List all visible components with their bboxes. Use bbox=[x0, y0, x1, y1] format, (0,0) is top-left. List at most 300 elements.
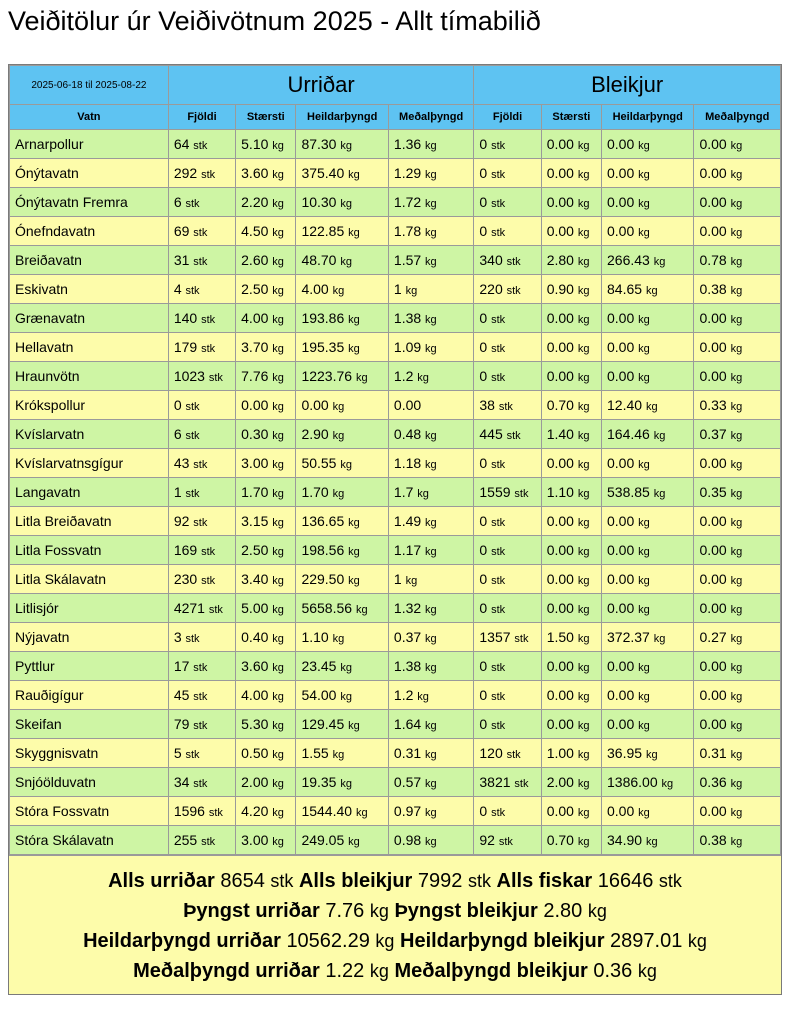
cell-trout-largest-value: 3.40 bbox=[241, 571, 269, 587]
unit-label: kg bbox=[730, 807, 743, 819]
unit-label: kg bbox=[425, 169, 437, 181]
unit-label: kg bbox=[340, 662, 352, 674]
cell-char-count-value: 1559 bbox=[479, 484, 511, 500]
cell-char-total-weight bbox=[602, 188, 693, 216]
cell-char-largest-value: 1.40 bbox=[546, 426, 574, 442]
unit-label: kg bbox=[332, 488, 345, 500]
unit-label: kg bbox=[730, 662, 743, 674]
cell-char-avg-weight bbox=[694, 594, 780, 622]
cell-char-count bbox=[474, 217, 540, 245]
unit-label: stk bbox=[491, 662, 506, 674]
cell-char-count-value: 0 bbox=[479, 687, 488, 703]
cell-trout-count-value: 6 bbox=[173, 426, 182, 442]
cell-char-total-weight-value: 34.90 bbox=[607, 832, 643, 848]
cell-char-count-value: 0 bbox=[479, 658, 488, 674]
cell-char-total-weight-value: 0.00 bbox=[607, 571, 635, 587]
catch-table-container bbox=[8, 64, 782, 995]
unit-label: kg bbox=[638, 807, 650, 819]
table-row bbox=[10, 275, 780, 303]
cell-char-largest-value: 1.50 bbox=[546, 629, 574, 645]
cell-trout-total-weight-value: 19.35 bbox=[301, 774, 337, 790]
cell-char-total-weight bbox=[602, 478, 693, 506]
cell-char-total-weight bbox=[602, 333, 693, 361]
unit-label: kg bbox=[340, 778, 352, 790]
cell-char-count bbox=[474, 420, 540, 448]
cell-char-avg-weight-value: 0.37 bbox=[699, 426, 727, 442]
cell-char-avg-weight-value: 0.33 bbox=[699, 397, 727, 413]
cell-char-avg-weight-value: 0.00 bbox=[699, 310, 727, 326]
cell-trout-total-weight bbox=[296, 333, 387, 361]
cell-char-count bbox=[474, 246, 540, 274]
unit-label: kg bbox=[272, 227, 284, 239]
unit-label: kg bbox=[638, 604, 650, 616]
summary-total-char-label: Alls bleikjur bbox=[298, 870, 413, 892]
cell-trout-count-value: 1596 bbox=[173, 803, 205, 819]
unit-label: kg bbox=[425, 546, 437, 558]
cell-lake-value: Stóra Skálavatn bbox=[15, 832, 114, 848]
cell-trout-largest-value: 3.00 bbox=[241, 455, 269, 471]
cell-trout-largest-value: 1.70 bbox=[241, 484, 269, 500]
cell-lake bbox=[10, 275, 168, 303]
unit-label: kg bbox=[272, 401, 284, 413]
cell-lake-value: Ónefndavatn bbox=[15, 223, 96, 239]
cell-char-avg-weight bbox=[694, 304, 780, 332]
summary-line-totals bbox=[9, 866, 781, 896]
cell-trout-avg-weight bbox=[389, 188, 473, 216]
cell-char-count-value: 220 bbox=[479, 281, 503, 297]
cell-trout-avg-weight bbox=[389, 275, 473, 303]
cell-char-count bbox=[474, 710, 540, 738]
cell-trout-total-weight-value: 10.30 bbox=[301, 194, 337, 210]
cell-char-avg-weight bbox=[694, 652, 780, 680]
cell-trout-total-weight-value: 1.55 bbox=[301, 745, 329, 761]
unit-label: kg bbox=[348, 517, 360, 529]
cell-trout-largest bbox=[236, 333, 295, 361]
summary-total-char: 7992 bbox=[417, 870, 463, 892]
summary-avg-trout-label: Meðalþyngd urriðar bbox=[133, 960, 320, 982]
cell-trout-avg-weight-value: 1.2 bbox=[393, 368, 414, 384]
unit-label: kg bbox=[272, 314, 284, 326]
unit-label: kg bbox=[638, 372, 650, 384]
cell-trout-total-weight bbox=[296, 246, 387, 274]
unit-label: kg bbox=[272, 807, 284, 819]
cell-char-count bbox=[474, 768, 540, 796]
cell-char-count-value: 0 bbox=[479, 165, 488, 181]
cell-trout-avg-weight bbox=[389, 565, 473, 593]
unit-label: stk bbox=[193, 778, 208, 790]
cell-char-avg-weight bbox=[694, 623, 780, 651]
table-row bbox=[10, 710, 780, 738]
unit-label: stk bbox=[201, 836, 216, 848]
unit-label: stk bbox=[193, 140, 208, 152]
unit-label: kg bbox=[730, 372, 743, 384]
cell-char-avg-weight bbox=[694, 188, 780, 216]
cell-trout-avg-weight bbox=[389, 739, 473, 767]
unit-label: kg bbox=[577, 749, 590, 761]
unit-label: kg bbox=[348, 314, 360, 326]
cell-trout-avg-weight bbox=[389, 594, 473, 622]
unit-label: kg bbox=[577, 633, 590, 645]
cell-char-avg-weight-value: 0.78 bbox=[699, 252, 727, 268]
cell-char-avg-weight-value: 0.00 bbox=[699, 223, 727, 239]
unit-label: stk bbox=[491, 604, 506, 616]
cell-trout-count bbox=[169, 681, 235, 709]
cell-char-count-value: 0 bbox=[479, 600, 488, 616]
unit-label: kg bbox=[272, 749, 284, 761]
cell-trout-total-weight-value: 54.00 bbox=[301, 687, 337, 703]
cell-char-count-value: 0 bbox=[479, 194, 488, 210]
cell-char-total-weight-value: 0.00 bbox=[607, 542, 635, 558]
unit-label: kg bbox=[425, 227, 437, 239]
cell-trout-avg-weight bbox=[389, 304, 473, 332]
cell-lake bbox=[10, 652, 168, 680]
table-row bbox=[10, 217, 780, 245]
cell-char-total-weight-value: 0.00 bbox=[607, 223, 635, 239]
unit-label: kg bbox=[272, 256, 284, 268]
unit-label: kg bbox=[272, 372, 284, 384]
cell-char-largest-value: 0.70 bbox=[546, 397, 574, 413]
cell-trout-largest-value: 2.50 bbox=[241, 542, 269, 558]
cell-lake bbox=[10, 797, 168, 825]
unit-label: kg bbox=[638, 691, 650, 703]
unit-label: kg bbox=[730, 343, 743, 355]
cell-trout-largest bbox=[236, 159, 295, 187]
table-row bbox=[10, 681, 780, 709]
unit-label: kg bbox=[577, 459, 590, 471]
table-row bbox=[10, 362, 780, 390]
cell-char-count bbox=[474, 478, 540, 506]
unit-label: stk bbox=[208, 807, 223, 819]
cell-lake-value: Ónýtavatn Fremra bbox=[15, 194, 128, 210]
cell-trout-largest-value: 4.20 bbox=[241, 803, 269, 819]
col-header-lake: Vatn bbox=[10, 105, 168, 129]
table-row bbox=[10, 420, 780, 448]
unit-label: kg bbox=[272, 459, 284, 471]
cell-trout-total-weight bbox=[296, 362, 387, 390]
table-row bbox=[10, 594, 780, 622]
cell-trout-count-value: 3 bbox=[173, 629, 182, 645]
summary-weight-char-label: Heildarþyngd bleikjur bbox=[400, 930, 605, 952]
cell-char-largest bbox=[542, 420, 601, 448]
unit-label: kg bbox=[272, 836, 284, 848]
cell-trout-avg-weight-value: 0.97 bbox=[393, 803, 422, 819]
unit-label: kg bbox=[730, 517, 743, 529]
cell-char-avg-weight-value: 0.00 bbox=[699, 368, 727, 384]
unit-label: kg bbox=[730, 720, 743, 732]
unit-label: kg bbox=[332, 633, 345, 645]
unit-label: kg bbox=[730, 633, 743, 645]
unit-label: kg bbox=[577, 488, 590, 500]
unit-label: kg bbox=[340, 459, 352, 471]
cell-char-total-weight bbox=[602, 797, 693, 825]
cell-trout-avg-weight-value: 1.18 bbox=[393, 455, 422, 471]
cell-lake-value: Rauðigígur bbox=[15, 687, 84, 703]
unit-label: kg bbox=[730, 749, 743, 761]
cell-char-largest-value: 0.00 bbox=[546, 194, 574, 210]
cell-lake bbox=[10, 536, 168, 564]
cell-trout-count-value: 179 bbox=[173, 339, 198, 355]
cell-trout-avg-weight-value: 1.7 bbox=[393, 484, 414, 500]
cell-trout-total-weight-value: 122.85 bbox=[301, 223, 345, 239]
cell-char-avg-weight-value: 0.00 bbox=[699, 600, 727, 616]
cell-char-count bbox=[474, 826, 540, 854]
cell-trout-total-weight-value: 2.90 bbox=[301, 426, 329, 442]
cell-trout-avg-weight-value: 0.98 bbox=[393, 832, 422, 848]
cell-char-largest-value: 0.00 bbox=[546, 600, 574, 616]
cell-trout-largest bbox=[236, 478, 295, 506]
unit-label: stk bbox=[506, 285, 521, 297]
summary-total-trout: 8654 bbox=[220, 870, 265, 892]
cell-char-largest bbox=[542, 565, 601, 593]
cell-trout-largest bbox=[236, 536, 295, 564]
cell-char-avg-weight-value: 0.36 bbox=[699, 774, 727, 790]
col-header-trout-largest: Stærsti bbox=[236, 105, 295, 129]
cell-trout-total-weight-value: 1.10 bbox=[301, 629, 329, 645]
cell-char-largest bbox=[542, 594, 601, 622]
cell-char-largest-value: 1.00 bbox=[546, 745, 574, 761]
cell-trout-total-weight bbox=[296, 710, 387, 738]
unit-label: kg bbox=[577, 575, 590, 587]
table-row bbox=[10, 159, 780, 187]
cell-trout-largest-value: 2.60 bbox=[241, 252, 269, 268]
unit-label: kg bbox=[272, 517, 284, 529]
col-header-char-largest: Stærsti bbox=[542, 105, 601, 129]
unit-label: kg bbox=[425, 517, 437, 529]
cell-char-avg-weight bbox=[694, 710, 780, 738]
cell-char-avg-weight-value: 0.00 bbox=[699, 513, 727, 529]
cell-char-count bbox=[474, 565, 540, 593]
unit-label: kg bbox=[730, 227, 743, 239]
group-header-trout: Urriðar bbox=[169, 66, 474, 104]
cell-char-total-weight-value: 266.43 bbox=[607, 252, 650, 268]
cell-trout-largest bbox=[236, 565, 295, 593]
cell-trout-total-weight-value: 1223.76 bbox=[301, 368, 353, 384]
cell-char-avg-weight bbox=[694, 159, 780, 187]
cell-trout-avg-weight bbox=[389, 768, 473, 796]
cell-char-count bbox=[474, 652, 540, 680]
cell-char-total-weight-value: 0.00 bbox=[607, 339, 635, 355]
unit-label: kg bbox=[425, 256, 437, 268]
cell-char-total-weight-value: 0.00 bbox=[607, 136, 635, 152]
cell-trout-count-value: 1023 bbox=[173, 368, 205, 384]
cell-char-count bbox=[474, 739, 540, 767]
unit-label: kg bbox=[638, 198, 650, 210]
cell-trout-largest bbox=[236, 594, 295, 622]
cell-trout-count bbox=[169, 159, 235, 187]
unit-label: stk bbox=[201, 169, 216, 181]
unit-label: kg bbox=[577, 720, 590, 732]
unit-label: kg bbox=[638, 575, 650, 587]
unit-label: stk bbox=[193, 517, 208, 529]
cell-char-total-weight bbox=[602, 362, 693, 390]
unit-label: kg bbox=[425, 140, 437, 152]
cell-char-avg-weight-value: 0.00 bbox=[699, 658, 727, 674]
cell-lake bbox=[10, 130, 168, 158]
cell-lake bbox=[10, 333, 168, 361]
cell-lake bbox=[10, 565, 168, 593]
cell-trout-count-value: 5 bbox=[173, 745, 182, 761]
unit-label: kg bbox=[730, 285, 743, 297]
cell-trout-avg-weight-value: 1 bbox=[393, 281, 402, 297]
col-header-trout-avg-weight: Meðalþyngd bbox=[389, 105, 473, 129]
unit-label: kg bbox=[272, 575, 284, 587]
cell-char-largest-value: 0.90 bbox=[546, 281, 574, 297]
cell-char-count-value: 0 bbox=[479, 368, 488, 384]
cell-char-count-value: 0 bbox=[479, 310, 488, 326]
cell-char-count bbox=[474, 362, 540, 390]
cell-trout-avg-weight-value: 0.48 bbox=[393, 426, 422, 442]
cell-char-total-weight-value: 538.85 bbox=[607, 484, 650, 500]
cell-char-total-weight bbox=[602, 710, 693, 738]
cell-char-largest bbox=[542, 681, 601, 709]
cell-trout-avg-weight-value: 0.00 bbox=[393, 397, 422, 413]
unit-label: kg bbox=[577, 343, 590, 355]
unit-label: stk bbox=[514, 778, 529, 790]
cell-char-avg-weight-value: 0.00 bbox=[699, 455, 727, 471]
table-row bbox=[10, 565, 780, 593]
cell-char-avg-weight-value: 0.00 bbox=[699, 194, 727, 210]
cell-lake bbox=[10, 826, 168, 854]
cell-trout-count bbox=[169, 391, 235, 419]
cell-char-count-value: 0 bbox=[479, 571, 488, 587]
cell-char-avg-weight bbox=[694, 797, 780, 825]
unit-label: kg bbox=[332, 749, 345, 761]
unit-label: kg bbox=[425, 720, 437, 732]
col-header-char-avg-weight: Meðalþyngd bbox=[694, 105, 780, 129]
unit-label: kg bbox=[730, 778, 743, 790]
cell-char-total-weight-value: 0.00 bbox=[607, 513, 635, 529]
cell-char-count-value: 340 bbox=[479, 252, 503, 268]
cell-char-avg-weight-value: 0.31 bbox=[699, 745, 727, 761]
cell-trout-count-value: 4271 bbox=[173, 600, 205, 616]
unit-label: kg bbox=[348, 343, 360, 355]
cell-char-total-weight bbox=[602, 420, 693, 448]
cell-char-avg-weight bbox=[694, 391, 780, 419]
cell-trout-largest-value: 3.00 bbox=[241, 832, 269, 848]
cell-trout-count-value: 4 bbox=[173, 281, 182, 297]
table-row bbox=[10, 246, 780, 274]
cell-char-avg-weight-value: 0.38 bbox=[699, 281, 727, 297]
unit-label: kg bbox=[340, 198, 352, 210]
unit-label: stk bbox=[491, 140, 506, 152]
unit-label: kg bbox=[730, 198, 743, 210]
unit-label: kg bbox=[577, 807, 590, 819]
cell-lake bbox=[10, 391, 168, 419]
cell-trout-total-weight bbox=[296, 623, 387, 651]
unit-label: kg bbox=[645, 836, 658, 848]
unit-label: stk bbox=[491, 227, 506, 239]
cell-lake-value: Langavatn bbox=[15, 484, 81, 500]
unit-label: kg bbox=[577, 169, 590, 181]
cell-char-largest bbox=[542, 710, 601, 738]
summary-avg-char-label: Meðalþyngd bleikjur bbox=[394, 960, 588, 982]
unit-label: kg bbox=[369, 961, 389, 981]
cell-trout-avg-weight bbox=[389, 333, 473, 361]
cell-trout-total-weight bbox=[296, 188, 387, 216]
summary-weight-char: 2897.01 bbox=[610, 930, 683, 952]
cell-trout-avg-weight-value: 0.31 bbox=[393, 745, 422, 761]
unit-label: kg bbox=[417, 488, 429, 500]
table-row bbox=[10, 739, 780, 767]
cell-trout-count bbox=[169, 362, 235, 390]
cell-trout-count bbox=[169, 797, 235, 825]
unit-label: kg bbox=[653, 256, 666, 268]
cell-char-largest-value: 0.00 bbox=[546, 339, 574, 355]
cell-char-count bbox=[474, 275, 540, 303]
cell-char-total-weight bbox=[602, 275, 693, 303]
unit-label: kg bbox=[425, 807, 437, 819]
cell-lake-value: Arnarpollur bbox=[15, 136, 84, 152]
cell-trout-largest-value: 2.50 bbox=[241, 281, 269, 297]
cell-lake bbox=[10, 681, 168, 709]
cell-lake-value: Snjóölduvatn bbox=[15, 774, 96, 790]
cell-trout-count bbox=[169, 304, 235, 332]
table-row bbox=[10, 507, 780, 535]
cell-trout-avg-weight bbox=[389, 246, 473, 274]
unit-label: stk bbox=[514, 488, 529, 500]
cell-trout-avg-weight bbox=[389, 420, 473, 448]
unit-label: kg bbox=[577, 778, 590, 790]
cell-char-largest bbox=[542, 507, 601, 535]
unit-label: kg bbox=[730, 256, 743, 268]
unit-label: stk bbox=[491, 546, 506, 558]
col-header-trout-count: Fjöldi bbox=[169, 105, 235, 129]
unit-label: stk bbox=[491, 575, 506, 587]
cell-trout-count-value: 69 bbox=[173, 223, 190, 239]
unit-label: kg bbox=[272, 343, 284, 355]
unit-label: kg bbox=[730, 836, 743, 848]
cell-lake-value: Litlisjór bbox=[15, 600, 59, 616]
cell-trout-total-weight bbox=[296, 449, 387, 477]
unit-label: kg bbox=[355, 604, 368, 616]
cell-trout-count bbox=[169, 768, 235, 796]
cell-trout-total-weight-value: 4.00 bbox=[301, 281, 329, 297]
cell-char-largest bbox=[542, 246, 601, 274]
cell-trout-count bbox=[169, 333, 235, 361]
cell-char-largest bbox=[542, 797, 601, 825]
unit-label: kg bbox=[272, 285, 284, 297]
cell-trout-largest bbox=[236, 623, 295, 651]
cell-trout-largest-value: 0.50 bbox=[241, 745, 269, 761]
cell-trout-avg-weight-value: 1.78 bbox=[393, 223, 422, 239]
cell-char-count-value: 92 bbox=[479, 832, 495, 848]
cell-lake bbox=[10, 478, 168, 506]
cell-char-largest bbox=[542, 304, 601, 332]
table-row bbox=[10, 130, 780, 158]
cell-lake-value: Hraunvötn bbox=[15, 368, 80, 384]
unit-label: kg bbox=[638, 227, 650, 239]
unit-label: stk bbox=[185, 401, 200, 413]
cell-char-largest bbox=[542, 391, 601, 419]
cell-char-total-weight-value: 0.00 bbox=[607, 658, 635, 674]
cell-char-total-weight-value: 84.65 bbox=[607, 281, 643, 297]
cell-char-largest-value: 0.00 bbox=[546, 571, 574, 587]
cell-trout-avg-weight bbox=[389, 130, 473, 158]
unit-label: kg bbox=[332, 285, 345, 297]
unit-label: kg bbox=[638, 517, 650, 529]
cell-trout-total-weight bbox=[296, 304, 387, 332]
cell-trout-total-weight-value: 1.70 bbox=[301, 484, 329, 500]
unit-label: kg bbox=[645, 749, 658, 761]
cell-char-avg-weight bbox=[694, 449, 780, 477]
cell-lake bbox=[10, 623, 168, 651]
cell-char-count-value: 3821 bbox=[479, 774, 511, 790]
cell-char-largest bbox=[542, 159, 601, 187]
unit-label: kg bbox=[638, 662, 650, 674]
cell-char-avg-weight bbox=[694, 362, 780, 390]
cell-char-largest bbox=[542, 188, 601, 216]
unit-label: kg bbox=[638, 169, 650, 181]
